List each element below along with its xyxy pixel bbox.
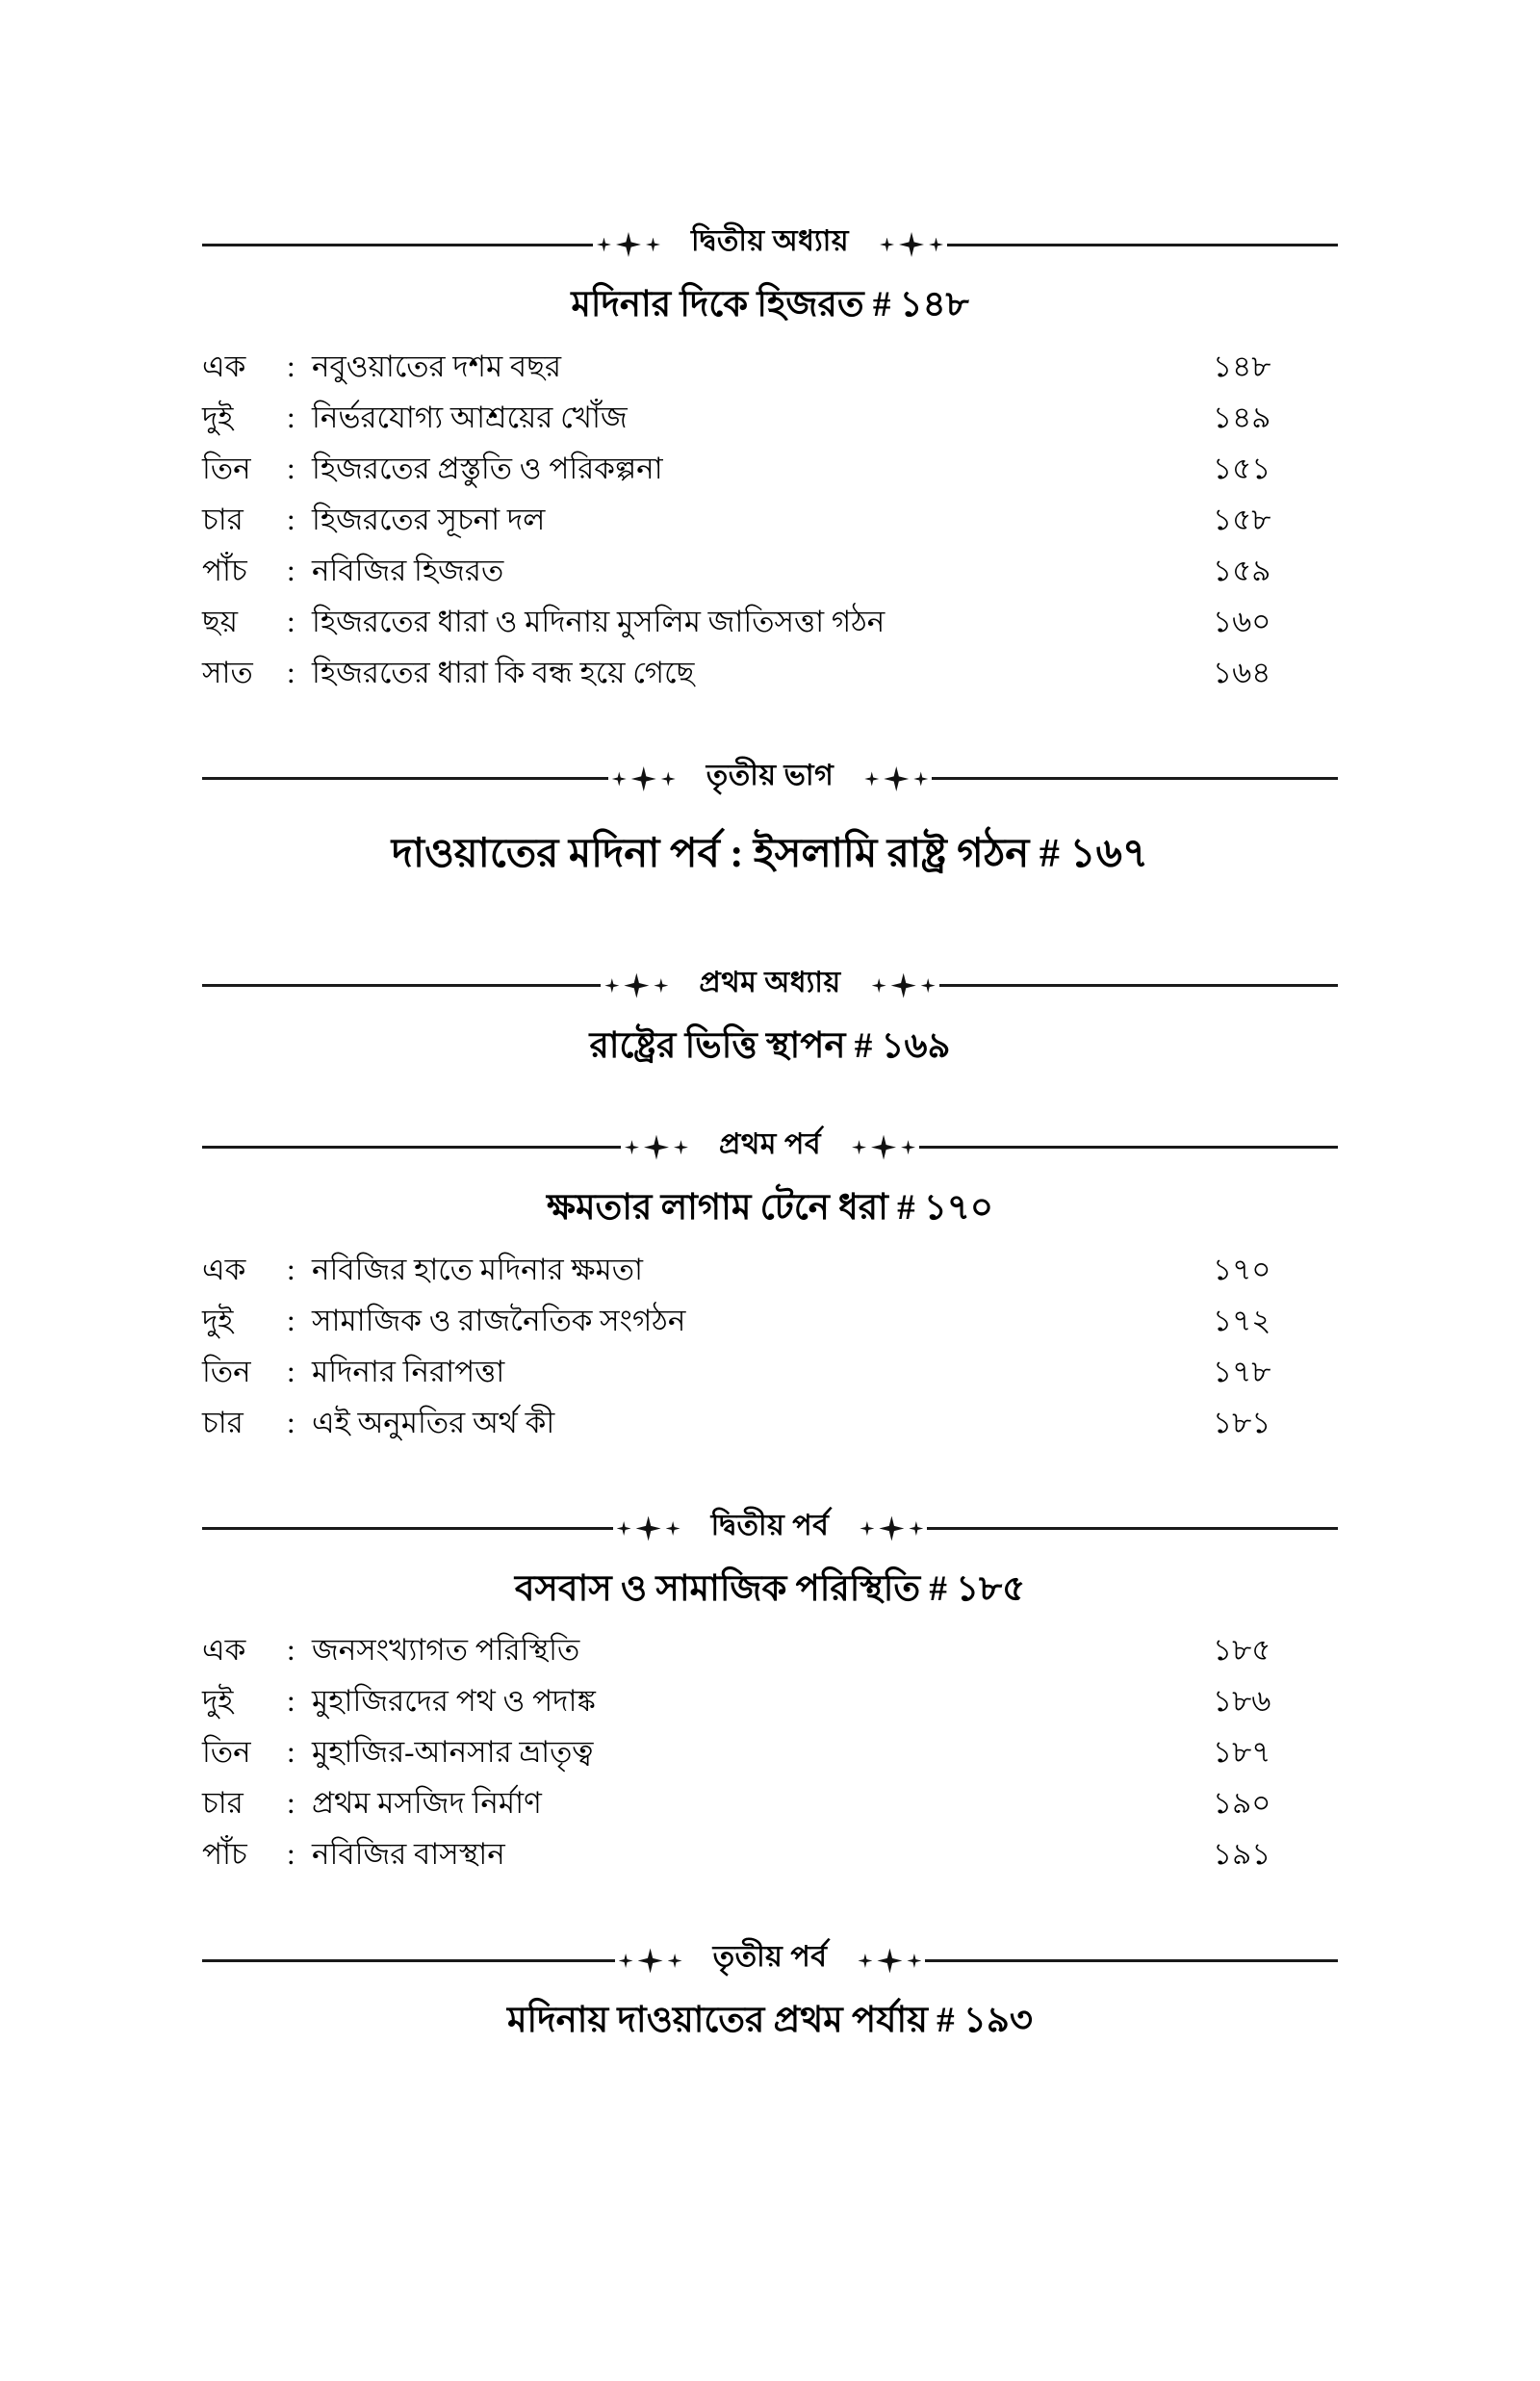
toc-entry-colon: : [287,1735,295,1770]
toc-entry-colon: : [287,553,295,587]
toc-entry-title[interactable]: মদিনার নিরাপত্তা [312,1354,505,1388]
toc-entry-page-number: ১৮১ [1213,1405,1271,1439]
toc-entry-number: তিন [202,1735,251,1770]
toc-entry-page-number: ১৯১ [1213,1837,1271,1872]
toc-row[interactable] [202,1828,1338,1879]
toc-entry-colon: : [287,1252,295,1286]
four-pointed-star-icon [597,238,611,252]
toc-row[interactable] [202,392,1338,443]
four-pointed-star-icon [617,1521,631,1536]
ornament-right [856,1516,927,1541]
section-spacer [202,2047,1338,2091]
four-pointed-star-icon [860,1521,874,1536]
toc-entry-colon: : [287,1405,295,1439]
divider-rule-left [202,244,593,246]
toc-entry-number: এক [202,349,246,383]
toc-entry-colon: : [287,1837,295,1872]
toc-entry-number: সাত [202,655,253,689]
divider-rule-left [202,1146,621,1149]
toc-entry-page-number: ১৪৮ [1213,349,1271,383]
toc-row[interactable] [202,1675,1338,1726]
toc-row[interactable] [202,443,1338,494]
toc-entry-title[interactable]: প্রথম মসজিদ নির্মাণ [312,1786,542,1821]
toc-row[interactable] [202,1346,1338,1397]
divider-label: দ্বিতীয় অধ্যায় [690,225,850,257]
section-title: বসবাস ও সামাজিক পরিস্থিতি # ১৮৫ [514,1568,1026,1609]
four-pointed-star-icon [625,1140,639,1154]
four-pointed-star-icon [899,232,924,257]
ornament-right [868,973,939,998]
four-pointed-star-icon [646,238,660,252]
toc-entry-number: তিন [202,451,251,485]
toc-list [202,341,1338,698]
divider-rule-right [925,1959,1338,1962]
four-pointed-star-icon [636,1516,661,1541]
toc-entry-title[interactable]: সামাজিক ও রাজনৈতিক সংগঠন [312,1303,686,1337]
section-divider [202,1929,1338,1991]
toc-row[interactable] [202,596,1338,647]
section-spacer [202,1454,1338,1498]
toc-row[interactable] [202,1624,1338,1675]
toc-entry-page-number: ১৭০ [1213,1252,1271,1286]
ornament-left [613,1516,684,1541]
four-pointed-star-icon [668,1954,682,1968]
ornament-left [601,973,672,998]
toc-list [202,1244,1338,1448]
four-pointed-star-icon [661,771,676,786]
ornament-right [848,1135,919,1160]
toc-entry-colon: : [287,1633,295,1668]
toc-entry-number: এক [202,1633,246,1668]
four-pointed-star-icon [666,1521,680,1536]
toc-entry-number: চার [202,1786,244,1821]
four-pointed-star-icon [929,238,943,252]
toc-row[interactable] [202,1726,1338,1777]
toc-entry-page-number: ১৫১ [1213,451,1271,485]
divider-rule-right [947,244,1338,246]
four-pointed-star-icon [901,1140,915,1154]
ornament-left [615,1948,686,1973]
top-spacer [0,0,1540,214]
toc-list [202,1624,1338,1879]
toc-row[interactable] [202,1397,1338,1448]
four-pointed-star-icon [877,1948,902,1973]
toc-entry-number: পাঁচ [202,1837,247,1872]
four-pointed-star-icon [872,978,886,993]
section-spacer [202,1885,1338,1929]
toc-entry-number: তিন [202,1354,251,1388]
section-title: ক্ষমতার লাগাম টেনে ধরা # ১৭০ [546,1187,993,1228]
toc-row[interactable] [202,341,1338,392]
four-pointed-star-icon [624,973,649,998]
ornament-left [621,1135,692,1160]
section-spacer [202,704,1338,748]
toc-entry-colon: : [287,1684,295,1719]
divider-rule-left [202,1527,613,1530]
toc-entry-title[interactable]: হিজরতের প্রস্তুতি ও পরিকল্পনা [312,451,663,485]
four-pointed-star-icon [616,232,641,257]
toc-entry-title[interactable]: এই অনুমতির অর্থ কী [312,1405,555,1439]
toc-entry-title[interactable]: হিজরতের সূচনা দল [312,502,546,536]
divider-rule-left [202,984,601,987]
toc-entry-page-number: ১৫৯ [1213,553,1271,587]
four-pointed-star-icon [891,973,916,998]
section-spacer [202,1073,1338,1117]
toc-entry-number: দুই [202,400,234,434]
four-pointed-star-icon [871,1135,896,1160]
section-divider [202,1117,1338,1178]
four-pointed-star-icon [907,1954,921,1968]
toc-entry-colon: : [287,604,295,638]
four-pointed-star-icon [909,1521,923,1536]
ornament-left [608,766,680,791]
toc-entry-colon: : [287,400,295,434]
four-pointed-star-icon [644,1135,669,1160]
section-title: দাওয়াতের মদিনা পর্ব : ইসলামি রাষ্ট্র গঠন # ১৬৭ [391,831,1149,876]
section-title: মদিনায় দাওয়াতের প্রথম পর্যায় # ১৯৩ [507,2001,1033,2041]
toc-entry-title[interactable]: মুহাজিরদের পথ ও পদাঙ্ক [312,1684,596,1719]
toc-row[interactable] [202,1295,1338,1346]
toc-entry-page-number: ১৫৮ [1213,502,1271,536]
toc-entry-colon: : [287,655,295,689]
toc-entry-number: এক [202,1252,246,1286]
toc-row[interactable] [202,494,1338,545]
toc-entry-page-number: ১৬০ [1213,604,1271,638]
section-divider [202,1498,1338,1560]
divider-rule-right [927,1527,1338,1530]
toc-entry-colon: : [287,1354,295,1388]
toc-entry-page-number: ১৮৫ [1213,1633,1271,1668]
toc-row[interactable] [202,647,1338,698]
divider-label: তৃতীয় পর্ব [712,1941,828,1974]
divider-label: প্রথম পর্ব [718,1127,822,1160]
section-spacer [202,888,1338,955]
toc-entry-page-number: ১৪৯ [1213,400,1271,434]
divider-label: দ্বিতীয় পর্ব [710,1509,830,1541]
four-pointed-star-icon [612,771,627,786]
toc-entry-title[interactable]: জনসংখ্যাগত পরিস্থিতি [312,1633,580,1668]
four-pointed-star-icon [604,978,619,993]
toc-row[interactable] [202,545,1338,596]
divider-label: তৃতীয় ভাগ [706,759,834,791]
toc-entry-page-number: ১৯০ [1213,1786,1271,1821]
four-pointed-star-icon [884,766,909,791]
section-title: রাষ্ট্রের ভিত্তি স্থাপন # ১৬৯ [589,1025,951,1066]
ornament-right [860,766,932,791]
toc-entry-title[interactable]: হিজরতের ধারা কি বন্ধ হয়ে গেছে [312,655,695,689]
section-divider [202,214,1338,275]
ornament-right [876,232,947,257]
divider-rule-left [202,777,608,780]
toc-entry-colon: : [287,1786,295,1821]
four-pointed-star-icon [631,766,656,791]
section-divider [202,748,1338,810]
four-pointed-star-icon [852,1140,866,1154]
toc-entry-number: দুই [202,1303,234,1337]
four-pointed-star-icon [858,1954,872,1968]
divider-rule-right [919,1146,1338,1149]
four-pointed-star-icon [674,1140,688,1154]
toc-entry-number: দুই [202,1684,234,1719]
toc-entry-number: চার [202,502,244,536]
toc-entry-title[interactable]: হিজরতের ধারা ও মদিনায় মুসলিম জাতিসত্তা গঠন [312,604,886,638]
toc-entry-page-number: ১৬৪ [1213,655,1271,689]
four-pointed-star-icon [880,238,894,252]
toc-entry-title[interactable]: নির্ভরযোগ্য আশ্রয়ের খোঁজ [312,400,628,434]
divider-rule-right [932,777,1338,780]
four-pointed-star-icon [879,1516,904,1541]
divider-rule-right [939,984,1338,987]
four-pointed-star-icon [921,978,936,993]
ornament-left [593,232,664,257]
four-pointed-star-icon [654,978,668,993]
section-title: মদিনার দিকে হিজরত # ১৪৮ [571,285,969,324]
toc-entry-title[interactable]: মুহাজির-আনসার ভ্রাতৃত্ব [312,1735,594,1770]
toc-entry-title[interactable]: নবিজির হাতে মদিনার ক্ষমতা [312,1252,644,1286]
toc-entry-colon: : [287,502,295,536]
four-pointed-star-icon [619,1954,633,1968]
four-pointed-star-icon [638,1948,663,1973]
section-divider [202,955,1338,1017]
toc-entry-number: ছয় [202,604,239,638]
divider-label: প্রথম অধ্যায় [699,966,841,998]
toc-entry-number: চার [202,1405,244,1439]
toc-entry-title[interactable]: নবুওয়াতের দশম বছর [312,349,562,383]
toc-entry-colon: : [287,451,295,485]
toc-content [202,214,1338,2091]
toc-entry-page-number: ১৮৬ [1213,1684,1271,1719]
toc-row[interactable] [202,1244,1338,1295]
four-pointed-star-icon [913,771,928,786]
toc-entry-colon: : [287,1303,295,1337]
toc-entry-page-number: ১৭৮ [1213,1354,1271,1388]
toc-entry-title[interactable]: নবিজির হিজরত [312,553,504,587]
toc-row[interactable] [202,1777,1338,1828]
toc-entry-colon: : [287,349,295,383]
toc-entry-title[interactable]: নবিজির বাসস্থান [312,1837,505,1872]
ornament-right [854,1948,925,1973]
divider-rule-left [202,1959,615,1962]
toc-entry-number: পাঁচ [202,553,247,587]
toc-entry-page-number: ১৮৭ [1213,1735,1271,1770]
toc-entry-page-number: ১৭২ [1213,1303,1271,1337]
four-pointed-star-icon [864,771,879,786]
